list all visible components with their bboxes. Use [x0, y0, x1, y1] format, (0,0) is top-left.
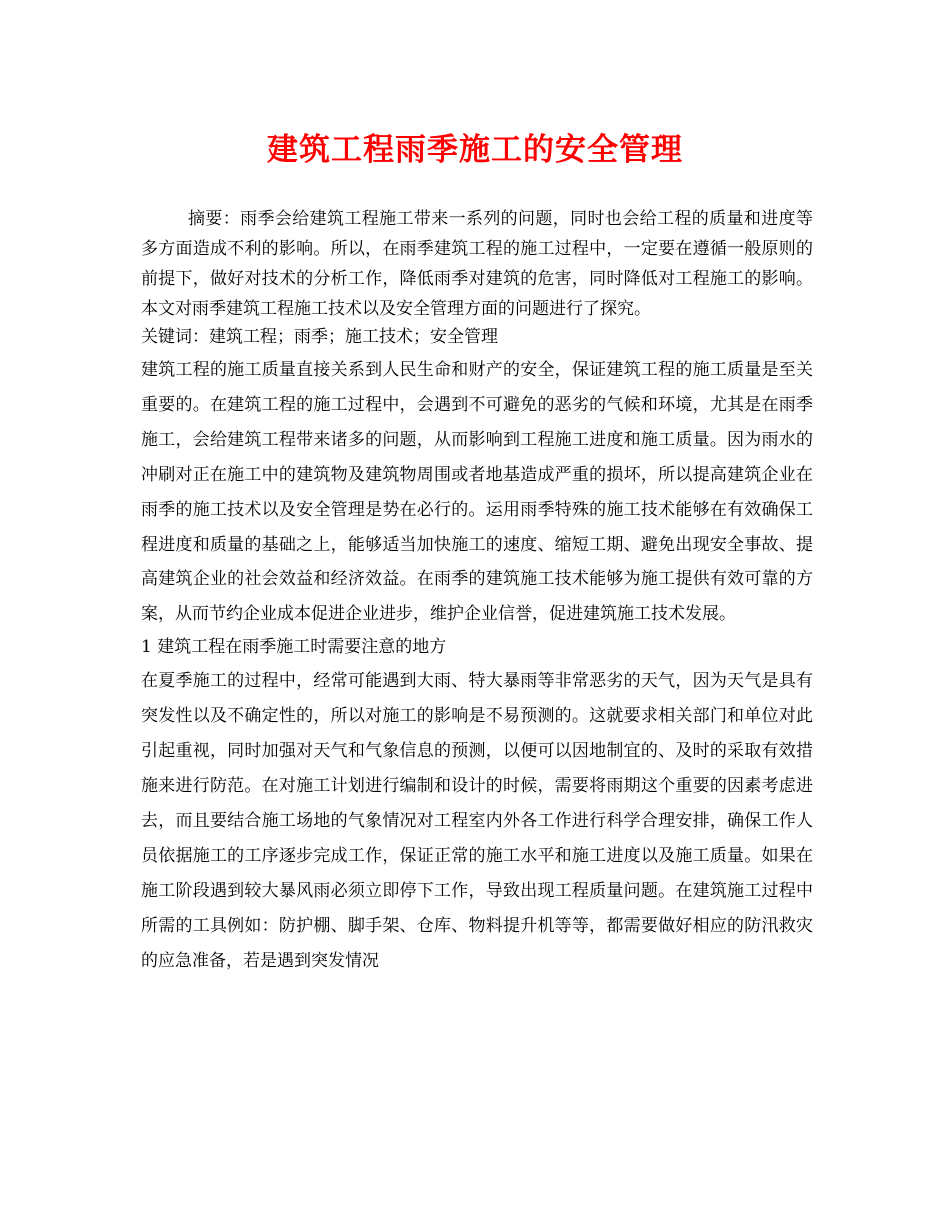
- section-1-heading: 1 建筑工程在雨季施工时需要注意的地方: [141, 637, 447, 658]
- document-title: 建筑工程雨季施工的安全管理: [267, 132, 683, 168]
- intro-paragraph: 建筑工程的施工质量直接关系到人民生命和财产的安全，保证建筑工程的施工质量是至关重要的。在建筑工程的施工过程中，会遇到不可避免的恶劣的气候和环境，尤其是在雨季施工，会给建筑工程带来诸多的问题，从而影响到工程施工进度和施工质量。因为雨水的冲刷对正在施工中的建筑物及建筑物周围或者地基造成严重的损坏，所以提高建筑企业在雨季的施工技术以及安全管理是势在必行的。运用雨季特殊的施工技术能够在有效确保工程进度和质量的基础之上，能够适当加快施工的速度、缩短工期、避免出现安全事故、提高建筑企业的社会效益和经济效益。在雨季的建筑施工技术能够为施工提供有效可靠的方案，从而节约企业成本促进企业进步，维护企业信誉，促进建筑施工技术发展。: [141, 360, 813, 625]
- section-1-paragraph: 在夏季施工的过程中，经常可能遇到大雨、特大暴雨等非常恶劣的天气，因为天气是具有突发性以及不确定性的，所以对施工的影响是不易预测的。这就要求相关部门和单位对此引起重视，同时加强对天气和气象信息的预测，以便可以因地制宜的、及时的采取有效措施来进行防范。在对施工计划进行编制和设计的时候，需要将雨期这个重要的因素考虑进去，而且要结合施工场地的气象情况对工程室内外各工作进行科学合理安排，确保工作人员依据施工的工序逐步完成工作，保证正常的施工水平和施工进度以及施工质量。如果在施工阶段遇到较大暴风雨必须立即停下工作，导致出现工程质量问题。在建筑施工过程中所需的工具例如：防护棚、脚手架、仓库、物料提升机等等，都需要做好相应的防汛救灾的应急准备，若是遇到突发情况: [141, 671, 813, 971]
- abstract-paragraph: 摘要：雨季会给建筑工程施工带来一系列的问题，同时也会给工程的质量和进度等多方面造成不利的影响。所以，在雨季建筑工程的施工过程中，一定要在遵循一般原则的前提下，做好对技术的分析工作，降低雨季对建筑的危害，同时降低对工程施工的影响。本文对雨季建筑工程施工技术以及安全管理方面的问题进行了探究。: [141, 209, 813, 319]
- document-body: [141, 204, 813, 978]
- keywords-line: 关键词：建筑工程；雨季；施工技术；安全管理: [141, 327, 498, 347]
